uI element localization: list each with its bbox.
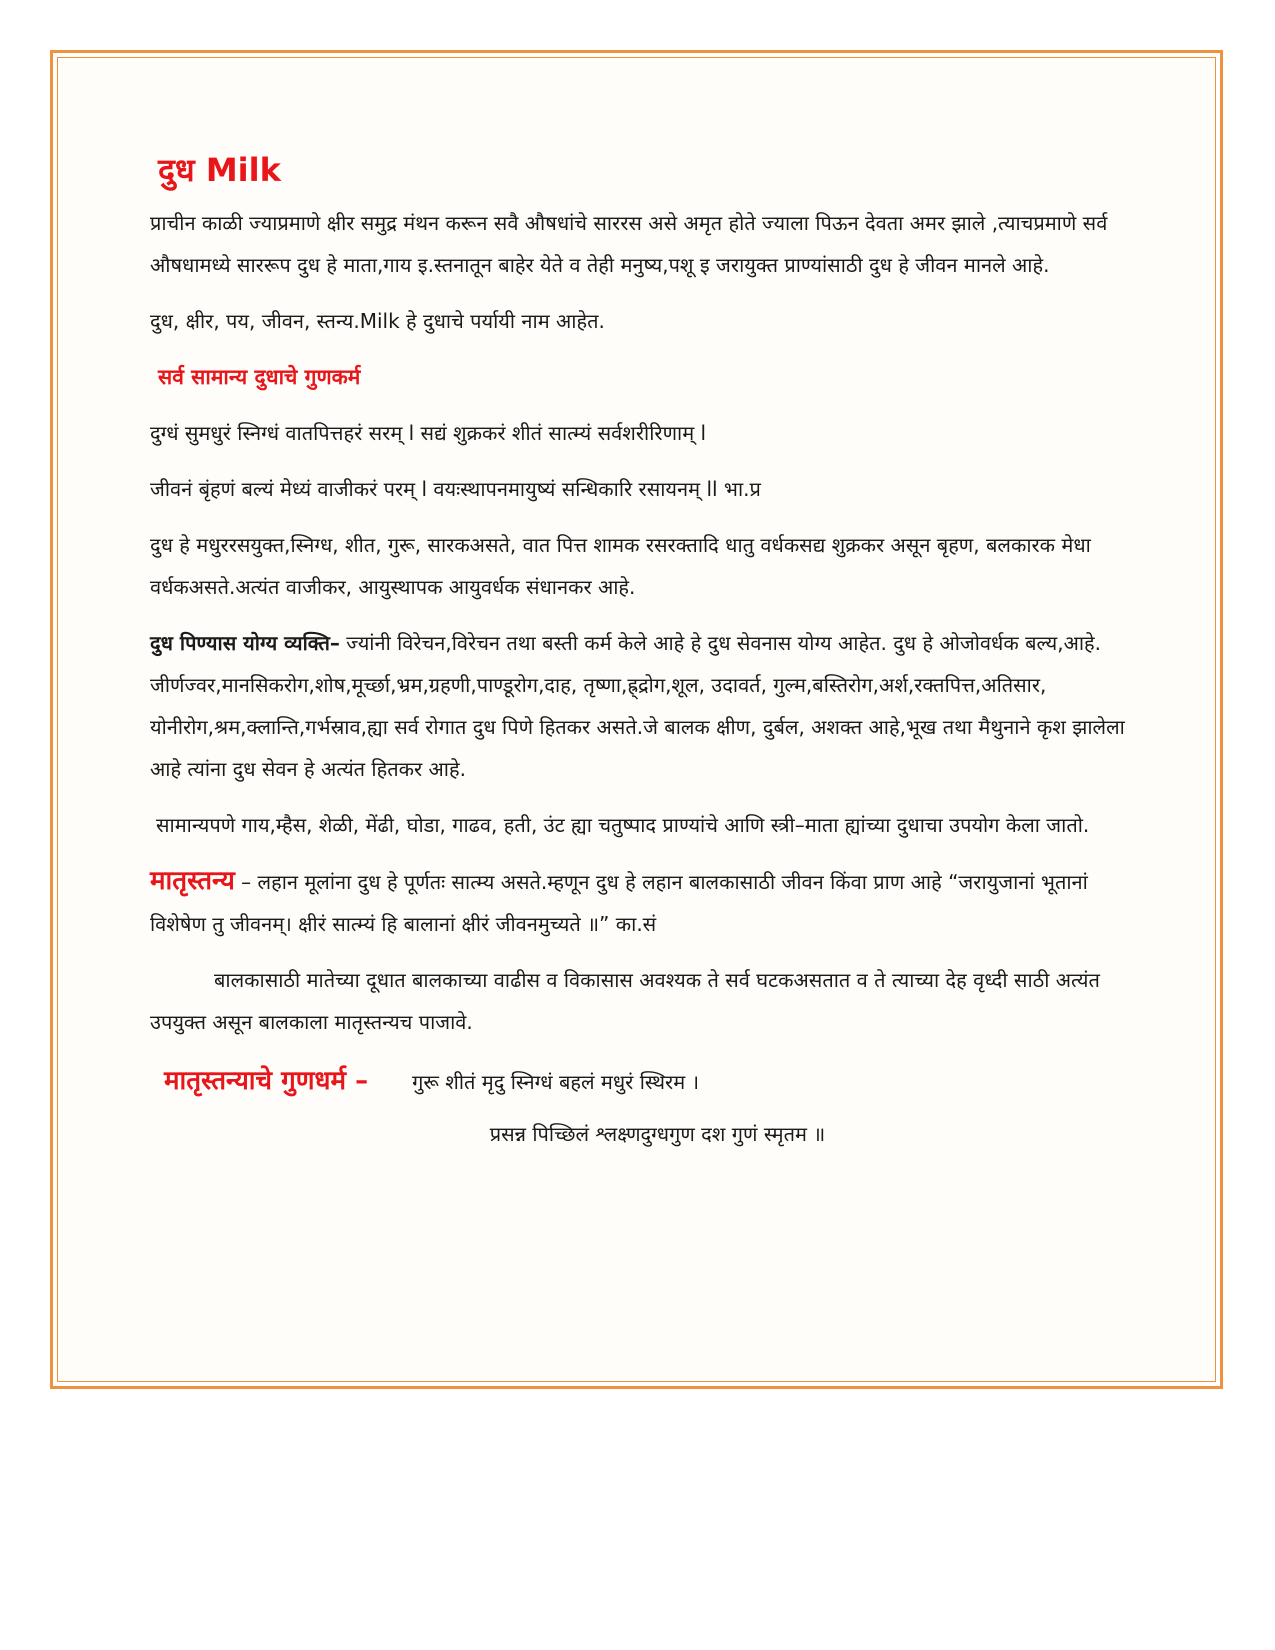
matrustanya-paragraph: [150, 860, 1125, 945]
animals-paragraph: सामान्यपणे गाय,म्हैस, शेळी, मेंढी, घोडा, गाढव, हती, उंट ह्या चतुष्पाद प्राण्यांचे आणि स्त्री–माता ह्यांच्या दुधाचा उपयोग केला जातो.: [156, 812, 1090, 837]
gunadharma-shloka-line-2: प्रसन्न पिच्छिलं श्लक्ष्णदुग्धगुण दश गुणं स्मृतम ॥: [489, 1121, 826, 1146]
page-title: दुध Milk: [158, 151, 281, 189]
suitable-persons-label: दुध पिण्यास योग्य व्यक्ति–: [150, 630, 340, 655]
matrustanya-text: – लहान मूलांना दुध हे पूर्णतः सात्म्य असते.म्हणून दुध हे लहान बालकासाठी जीवन किंवा प्राण आहे “जरायुजानां भूतानां विशेषेण तु जीवनम्। क्षीरं सात्म्यं हि बालानां क्षीरं जीवनमुच्यते ॥” का.सं: [150, 869, 1088, 936]
synonyms-paragraph: दुध, क्षीर, पय, जीवन, स्तन्य.Milk हे दुधाचे पर्यायी नाम आहेत.: [150, 308, 605, 333]
general-properties-heading: सर्व सामान्य दुधाचे गुणकर्म: [158, 364, 361, 389]
suitable-persons-paragraph: [150, 622, 1125, 790]
matrustanya-label: मातृस्तन्य: [150, 865, 235, 896]
gunadharma-shloka-line-1: गुरू शीतं मृदु स्निग्धं बहलं मधुरं स्थिरम ।: [412, 1069, 700, 1094]
document-body: [150, 150, 1125, 1158]
gunadharma-row: [150, 1057, 1125, 1106]
properties-paragraph: दुध हे मधुररसयुक्त,स्निग्ध, शीत, गुरू, सारकअसते, वात पित्त शामक रसरक्तादि धातु वर्धकसद्य शुक्रकर असून बृहण, बलकारक मेधा वर्धकअसते.अत्यंत वाजीकर, आयुस्थापक आयुवर्धक संधानकर आहे.: [150, 532, 1091, 599]
suitable-persons-text: ज्यांनी विरेचन,विरेचन तथा बस्ती कर्म केले आहे हे दुध सेवनास योग्य आहेत. दुध हे ओजोवर्धक बल्य,आहे. जीर्णज्वर,मानसिकरोग,शोष,मूर्च्छा,भ्रम,ग्रहणी,पाण्डूरोग,दाह, तृष्णा,ह्र्द्रोग,शूल, उदावर्त, गुल्म,बस्तिरोग,अर्श,रक्तपित्त,अतिसार, योनीरोग,श्रम,क्लान्ति,गर्भस्राव,ह्या सर्व रोगात दुध पिणे हितकर असते.जे बालक क्षीण, दुर्बल, अशक्त आहे,भूख तथा मैथुनाने कृश झालेला आहे त्यांना दुध सेवन हे अत्यंत हितकर आहे.: [150, 630, 1125, 781]
shloka-line-1: दुग्धं सुमधुरं स्निग्धं वातपित्तहरं सरम् l सद्यं शुक्रकरं शीतं सात्म्यं सर्वशरीरिणाम् l: [150, 420, 707, 445]
gunadharma-label: मातृस्तन्याचे गुणधर्म –: [164, 1065, 369, 1096]
mothers-milk-paragraph: बालकासाठी मातेच्या दूधात बालकाच्या वाढीस व विकासास अवश्यक ते सर्व घटकअसतात व ते त्याच्या देह वृध्दी साठी अत्यंत उपयुक्त असून बालकाला मातृस्तन्यच पाजावे.: [150, 967, 1100, 1034]
intro-paragraph: प्राचीन काळी ज्याप्रमाणे क्षीर समुद्र मंथन करून सवै औषधांचे साररस असे अमृत होते ज्याला पिऊन देवता अमर झाले ,त्याचप्रमाणे सर्व औषधामध्ये साररूप दुध हे माता,गाय इ.स्तनातून बाहेर येते व तेही मनुष्य,पशू इ जरायुक्त प्राण्यांसाठी दुध हे जीवन मानले आहे.: [150, 210, 1108, 277]
shloka-line-2: जीवनं बृंहणं बल्यं मेध्यं वाजीकरं परम् l वयःस्थापनमायुष्यं सन्धिकारि रसायनम् ll भा.प्र: [150, 476, 761, 501]
